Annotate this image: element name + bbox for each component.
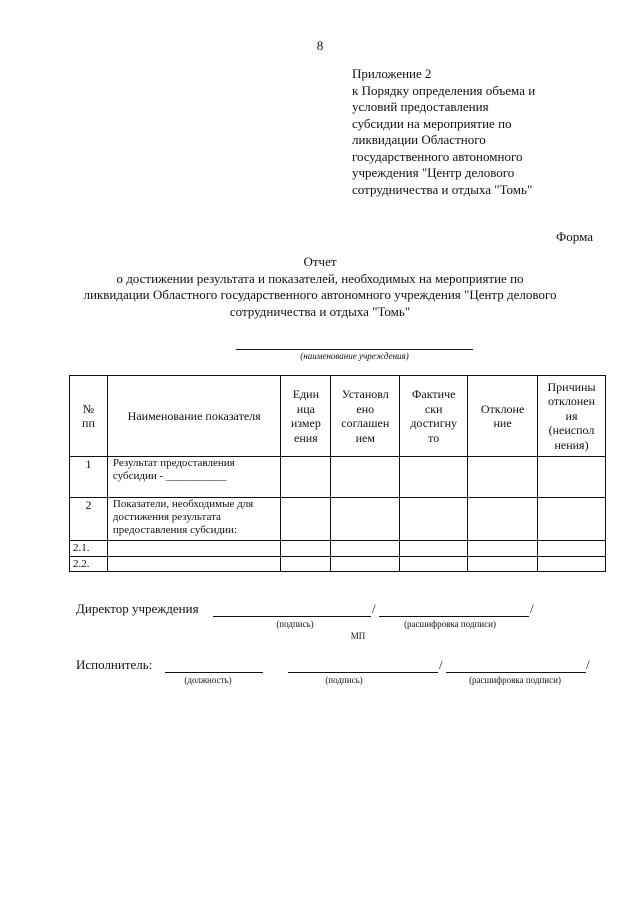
cell-agreement (331, 541, 400, 557)
col-header-actual: Фактиче ски достигну то (400, 376, 468, 457)
cell-actual (400, 556, 468, 572)
director-signature-line[interactable] (213, 616, 371, 617)
org-name-underline (236, 349, 473, 350)
col-header-name: Наименование показателя (107, 376, 281, 457)
col-header-num: № пп (70, 376, 108, 457)
col-header-agreement: Установл ено соглашен ием (331, 376, 400, 457)
cell-agreement (331, 457, 400, 498)
annex-line: ликвидации Областного (352, 132, 486, 147)
row-name: Показатели, необходимые для достижения результата предоставления субсидии: (107, 498, 281, 541)
executor-slash: / (439, 657, 443, 672)
table-header-row (70, 376, 606, 457)
row-name (107, 556, 281, 572)
annex-line: к Порядку определения объема и (352, 82, 536, 98)
indicators-table (69, 375, 606, 572)
table-row (70, 457, 606, 498)
cell-deviation (468, 556, 538, 572)
cell-deviation (468, 498, 538, 541)
executor-slash: / (586, 657, 590, 672)
row-number: 2 (70, 498, 108, 541)
row-name (107, 541, 281, 557)
cell-reasons (538, 457, 606, 498)
executor-label: Исполнитель: (76, 657, 153, 672)
col-header-deviation: Отклоне ние (468, 376, 538, 457)
cell-unit (281, 457, 331, 498)
cell-unit (281, 556, 331, 572)
table-row (70, 498, 606, 541)
director-decoding-caption: (расшифровка подписи) (404, 619, 496, 629)
cell-reasons (538, 541, 606, 557)
annex-line: государственного автономного (352, 148, 523, 164)
director-slash: / (372, 601, 376, 616)
report-title-line: ликвидации Областного государственного автономного учреждения "Центр делового (83, 287, 557, 302)
org-name-caption: (наименование учреждения) (300, 351, 409, 361)
report-title (0, 254, 640, 320)
table-row (70, 556, 606, 572)
director-slash: / (530, 601, 534, 616)
annex-header (352, 66, 592, 198)
annex-line: учреждения "Центр делового (352, 165, 515, 180)
annex-line: субсидии на мероприятие по (352, 115, 512, 131)
cell-deviation (468, 541, 538, 557)
stamp-label: МП (350, 631, 366, 641)
row-name: Результат предоставления субсидии - ___________ (107, 457, 281, 498)
row-number: 1 (70, 457, 108, 498)
cell-actual (400, 498, 468, 541)
cell-unit (281, 498, 331, 541)
cell-agreement (331, 498, 400, 541)
cell-reasons (538, 498, 606, 541)
annex-line: Приложение 2 (352, 66, 432, 81)
cell-agreement (331, 556, 400, 572)
table-row (70, 541, 606, 557)
executor-position-caption: (должность) (184, 675, 232, 685)
director-label: Директор учреждения (76, 601, 199, 616)
cell-actual (400, 541, 468, 557)
executor-decoding-caption: (расшифровка подписи) (469, 675, 561, 685)
col-header-reasons: Причины отклонен ия (неиспол нения) (538, 376, 606, 457)
cell-reasons (538, 556, 606, 572)
report-title-line: о достижении результата и показателей, необходимых на мероприятие по (116, 270, 524, 286)
row-number: 2.1. (70, 541, 108, 557)
executor-signature-line[interactable] (288, 672, 438, 673)
page-number: 8 (316, 38, 324, 53)
director-decoding-line[interactable] (379, 616, 529, 617)
report-title-line: сотрудничества и отдыха "Томь" (229, 303, 411, 319)
form-label: Форма (556, 229, 593, 244)
executor-position-line[interactable] (165, 672, 263, 673)
cell-unit (281, 541, 331, 557)
report-heading: Отчет (303, 254, 337, 269)
col-header-unit: Един ица измер ения (281, 376, 331, 457)
cell-actual (400, 457, 468, 498)
annex-line: условий предоставления (352, 99, 489, 114)
row-number: 2.2. (70, 556, 108, 572)
cell-deviation (468, 457, 538, 498)
annex-line: сотрудничества и отдыха "Томь" (352, 181, 533, 197)
executor-signature-caption: (подпись) (325, 675, 363, 685)
director-signature-caption: (подпись) (276, 619, 314, 629)
executor-decoding-line[interactable] (446, 672, 586, 673)
